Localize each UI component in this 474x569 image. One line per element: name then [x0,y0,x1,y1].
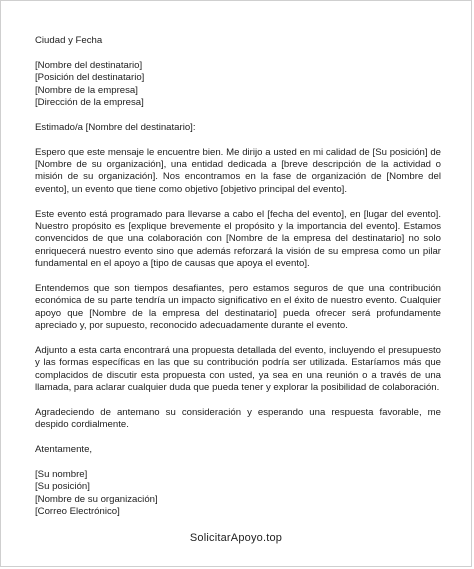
paragraph-proposal: Adjunto a esta carta encontrará una propuesta detallada del evento, incluyendo el presupuesto y las formas específicas en las que su contribución podría ser utilizada. Estaríamos más que complacidos de discutir esta propuesta con usted, ya sea en una reunión o a través de una llamada, para aclarar cualquier duda que pueda tener y explorar la posibilidad de colaboración. [35,345,441,394]
sender-name: [Su nombre] [35,469,88,481]
paragraph-event: Este evento está programado para llevarse a cabo el [fecha del evento], en [lugar del evento]. Nuestro propósito es [explique brevemente el propósito y la importancia del evento]. Estamos convencidos de que una colaboración con [Nombre de la empresa del destinatario] no solo enriquecerá nuestro evento sino que además reforzará la visión de su empresa como un pilar fundamental en el apoyo a [tipo de causas que apoya el evento]. [35,208,441,270]
salutation: Estimado/a [Nombre del destinatario]: [35,121,196,133]
paragraph-request: Entendemos que son tiempos desafiantes, pero estamos seguros de que una contribución económica de su parte tendría un impacto significativo en el éxito de nuestro evento. Cualquier apoyo que [Nombre de la empresa del destinatario] pueda ofrecer será profundamente apreciado y, por supuesto, reconocido adecuadamente durante el evento. [35,283,441,332]
date-line: Ciudad y Fecha [35,35,103,46]
paragraph-intro: Espero que este mensaje le encuentre bien. Me dirijo a usted en mi calidad de [Su posición] de [Nombre de su organización], una entidad dedicada a [breve descripción de la actividad o misión de su organización]. Nos encontramos en la fase de organización de [Nombre del evento], un evento que tiene como objetivo [objetivo principal del evento]. [35,146,441,195]
recipient-address: [Dirección de la empresa] [35,97,144,109]
letter-body [35,35,441,531]
closing: Atentamente, [35,444,93,456]
sender-organization: [Nombre de su organización] [35,493,158,505]
sender-position: [Su posición] [35,481,90,493]
recipient-position: [Posición del destinatario] [35,72,145,84]
recipient-name: [Nombre del destinatario] [35,59,143,71]
site-footer: SolicitarApoyo.top [189,532,283,544]
paragraph-thanks: Agradeciendo de antemano su consideración y esperando una respuesta favorable, me despido cordialmente. [35,407,441,431]
recipient-company: [Nombre de la empresa] [35,84,138,96]
sender-email: [Correo Electrónico] [35,506,120,518]
